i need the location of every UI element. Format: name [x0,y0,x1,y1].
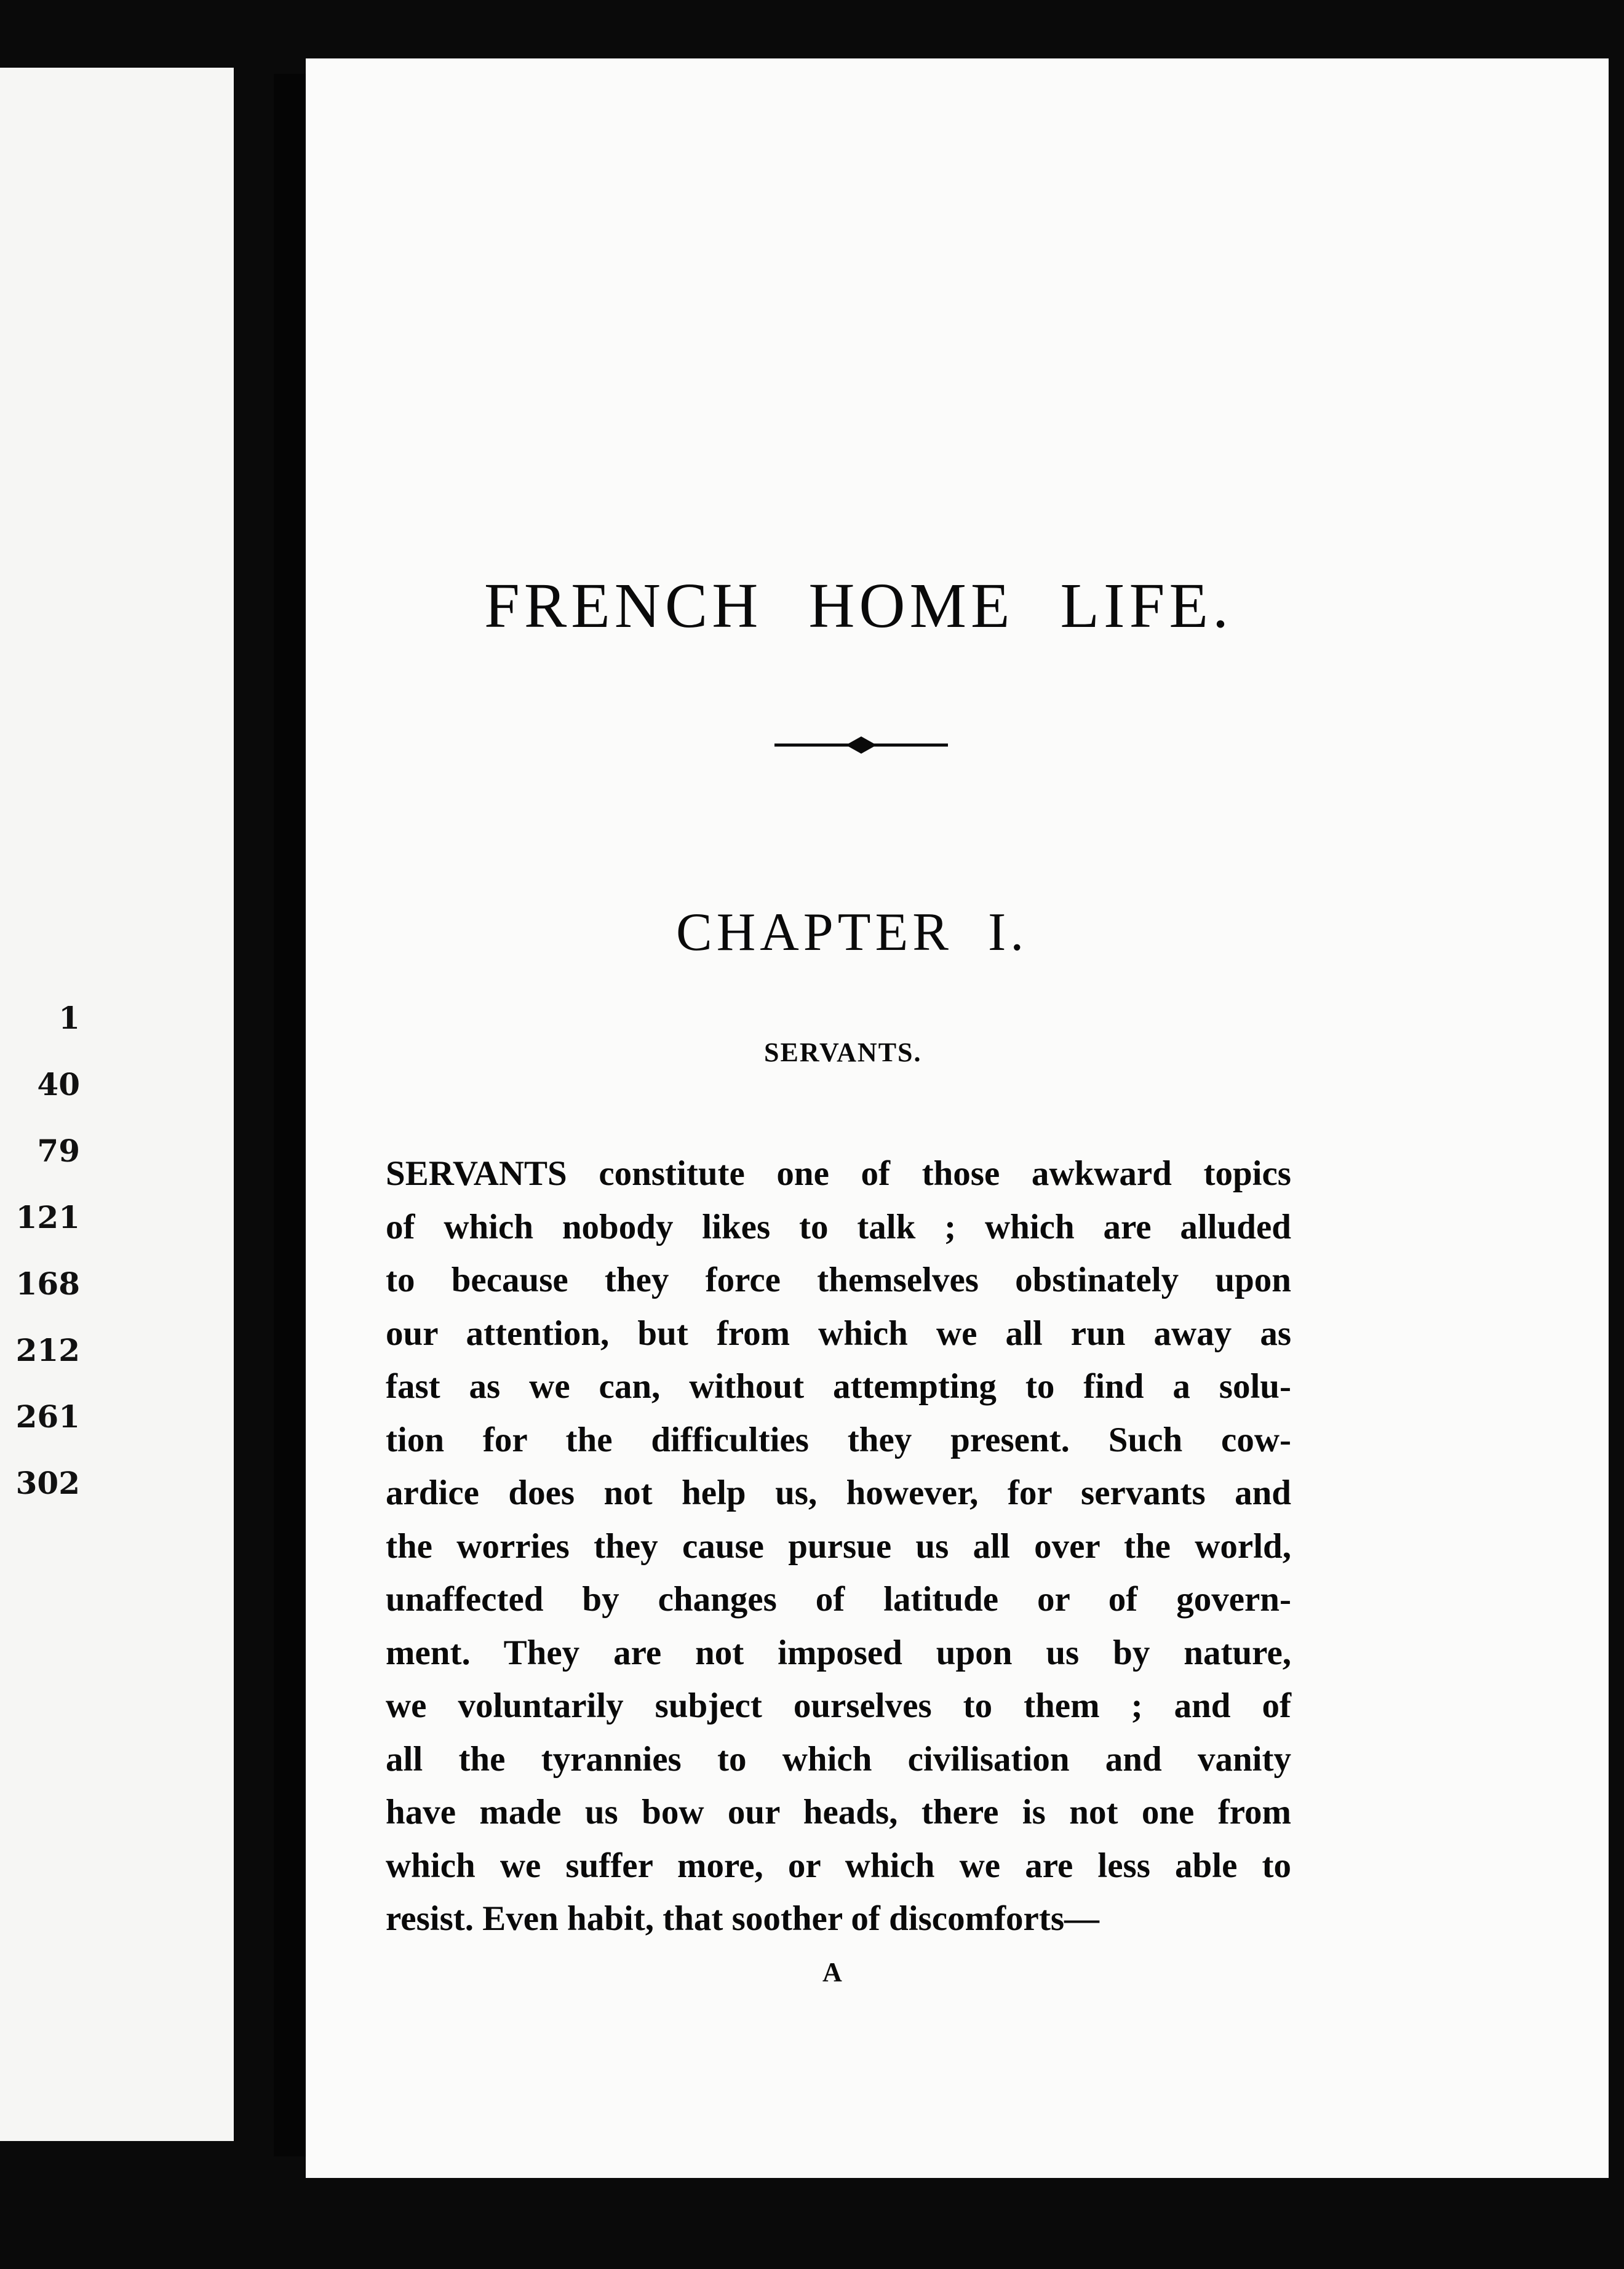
page-number: 302 [15,1465,80,1501]
text-line: of which nobody likes to talk ; which are alluded [386,1207,1291,1246]
book-title: FRENCH HOME LIFE. [484,570,1233,641]
section-title: SERVANTS. [764,1037,922,1067]
chapter-heading: CHAPTER I. [676,903,1029,962]
text-line: have made us bow our heads, there is not one from [386,1793,1291,1832]
page-number: 40 [37,1066,80,1103]
signature-mark: A [822,1957,842,1987]
page-number: 212 [15,1332,80,1368]
text-line: resist. Even habit, that soother of discomforts— [386,1899,1100,1938]
text-line: tion for the difficulties they present. Such cow- [386,1420,1291,1459]
text-line: ment. They are not imposed upon us by nature, [386,1633,1291,1672]
text-line: ardice does not help us, however, for servants and [386,1473,1291,1512]
page-number: 121 [15,1199,80,1235]
text-line: SERVANTS constitute one of those awkward topics [386,1154,1291,1193]
text-line: the worries they cause pursue us all over the world, [386,1526,1291,1566]
text-line: all the tyrannies to which civilisation and vanity [386,1739,1291,1779]
text-line: which we suffer more, or which we are less able to [386,1846,1291,1885]
page-number: 168 [15,1266,80,1302]
page-number: 261 [15,1398,80,1435]
page-right [306,58,1609,2178]
text-line: to because they force themselves obstinately upon [386,1261,1291,1299]
page-number: 79 [37,1133,80,1169]
text-line: unaffected by changes of latitude or of govern- [386,1580,1291,1619]
page-number: 1 [58,1000,80,1036]
text-line: fast as we can, without attempting to find a solu- [386,1367,1291,1406]
body-paragraph [386,1147,1291,1946]
text-line: our attention, but from which we all run away as [386,1314,1291,1353]
text-line: we voluntarily subject ourselves to them ; and of [386,1686,1291,1725]
facing-page-left [0,68,234,2141]
ornament-divider-icon [772,734,950,756]
book-gutter [274,74,306,2156]
